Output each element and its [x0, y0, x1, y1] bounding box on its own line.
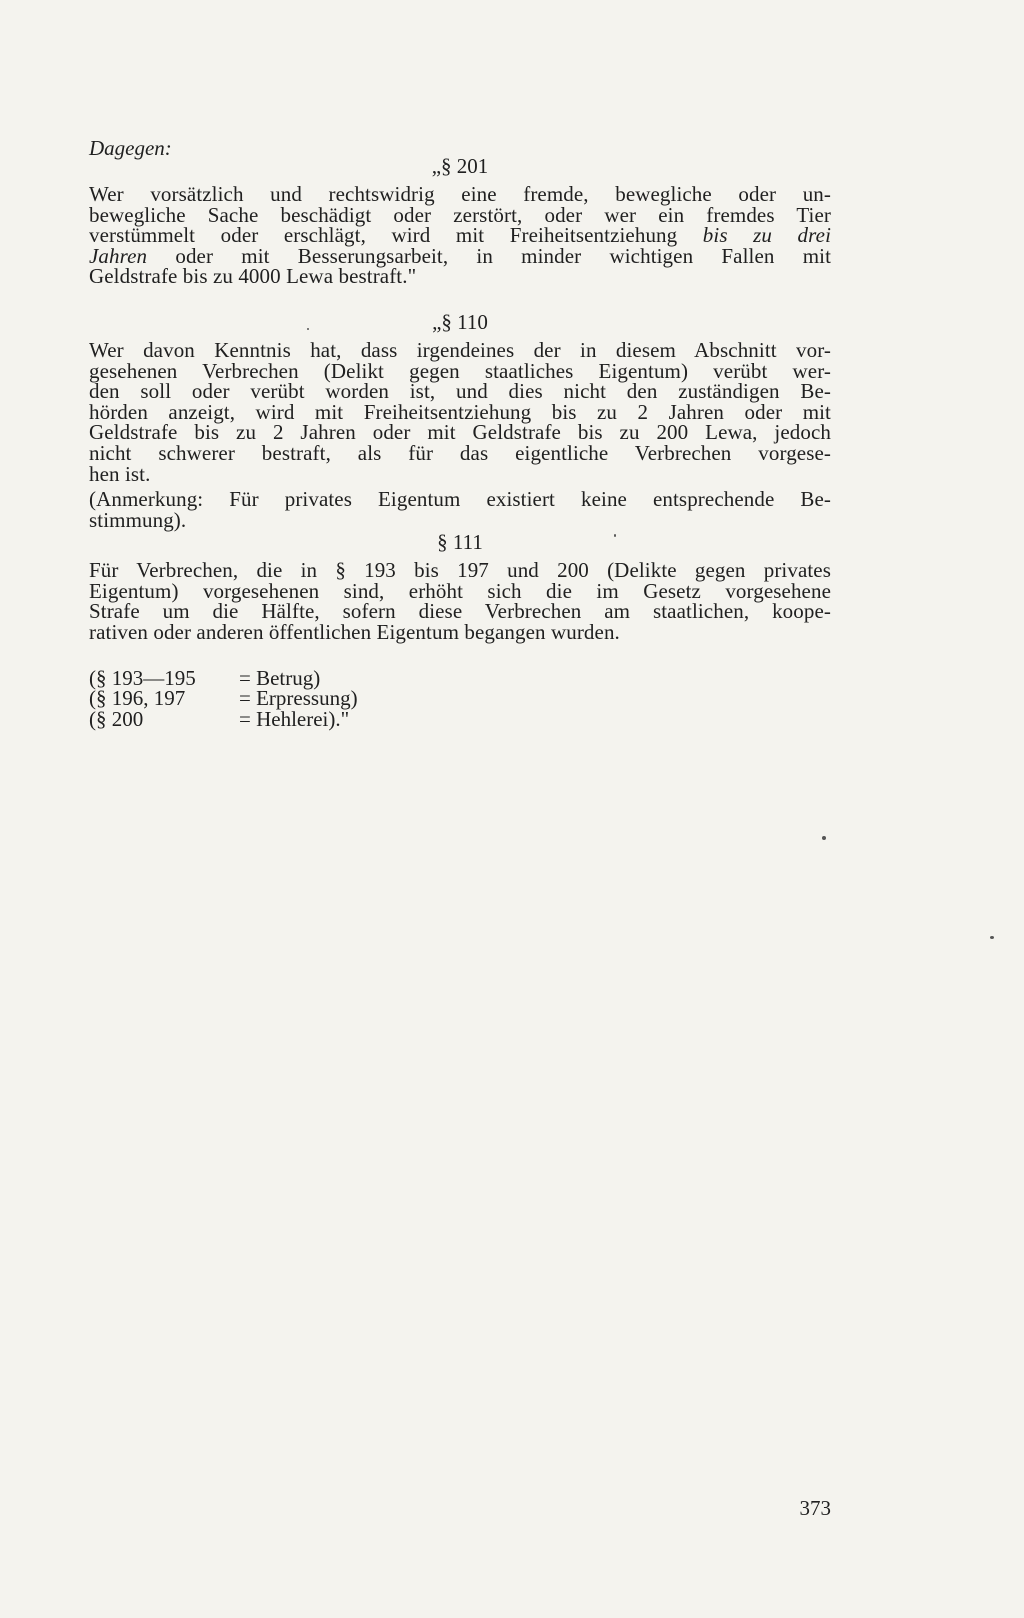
text-line: Eigentum) vorgesehenen sind, erhöht sich die im Gesetz vorgesehene: [89, 578, 831, 603]
scan-speck: [822, 836, 826, 840]
reference-item: [89, 686, 358, 711]
reference-meaning: = Hehlerei).": [239, 706, 350, 731]
text-line: gesehenen Verbrechen (Delikt gegen staatliches Eigentum) verübt wer-: [89, 358, 831, 383]
emphasis-text: Jahren: [89, 243, 148, 268]
text-line: den soll oder verübt worden ist, und dies nicht den zuständigen Be-: [89, 379, 831, 404]
text-line: hörden anzeigt, wird mit Freiheitsentziehung bis zu 2 Jahren oder mit: [89, 399, 831, 424]
scan-speck: [990, 936, 994, 939]
reference-meaning: = Betrug): [239, 666, 321, 690]
text-line: (Anmerkung: Für privates Eigentum existiert keine entsprechende Be-: [89, 487, 831, 511]
section-heading-201: „§ 201: [431, 154, 489, 178]
reference-section: (§ 193—195: [89, 666, 196, 690]
reference-list: [89, 668, 358, 729]
scan-speck: [307, 328, 309, 330]
text-line: verstümmelt oder erschlägt, wird mit Freiheitsentziehung bis zu drei: [89, 223, 831, 248]
section-heading-111: § 111: [437, 530, 483, 554]
scan-speck: [614, 534, 616, 537]
reference-meaning: = Erpressung): [239, 686, 358, 711]
section-body-201: [89, 184, 831, 287]
section-heading-110: „§ 110: [432, 310, 488, 334]
reference-item: [89, 706, 358, 731]
section-body-111: [89, 560, 831, 642]
text-line: Geldstrafe bis zu 2 Jahren oder mit Geldstrafe bis zu 200 Lewa, jedoch: [89, 420, 831, 445]
text-line: Wer davon Kenntnis hat, dass irgendeines der in diesem Abschnitt vor-: [89, 338, 831, 362]
text-line: Für Verbrechen, die in § 193 bis 197 und 200 (Delikte gegen privates: [89, 558, 831, 582]
text-line: stimmung).: [89, 507, 187, 532]
text-line: bewegliche Sache beschädigt oder zerstört, oder wer ein fremdes Tier: [89, 202, 831, 227]
intro-label: Dagegen:: [89, 136, 172, 160]
section-body-110: [89, 340, 831, 484]
reference-section: (§ 196, 197: [89, 686, 186, 711]
text-line: rativen oder anderen öffentlichen Eigentum begangen wurden.: [89, 619, 620, 644]
page-number: 373: [799, 1496, 831, 1520]
text-line: nicht schwerer bestraft, als für das eigentliche Verbrechen vorgese-: [89, 440, 831, 465]
text-line: Strafe um die Hälfte, sofern diese Verbrechen am staatlichen, koope-: [89, 599, 831, 624]
note-block: [89, 489, 831, 530]
text-line: Jahren oder mit Besserungsarbeit, in minder wichtigen Fallen mit: [89, 243, 831, 268]
emphasis-text: bis zu drei: [702, 223, 831, 248]
reference-item: [89, 668, 358, 688]
text-line: hen ist.: [89, 461, 151, 486]
text-line: Wer vorsätzlich und rechtswidrig eine fremde, bewegliche oder un-: [89, 182, 831, 206]
reference-section: (§ 200: [89, 706, 144, 731]
text-line: Geldstrafe bis zu 4000 Lewa bestraft.": [89, 264, 417, 289]
